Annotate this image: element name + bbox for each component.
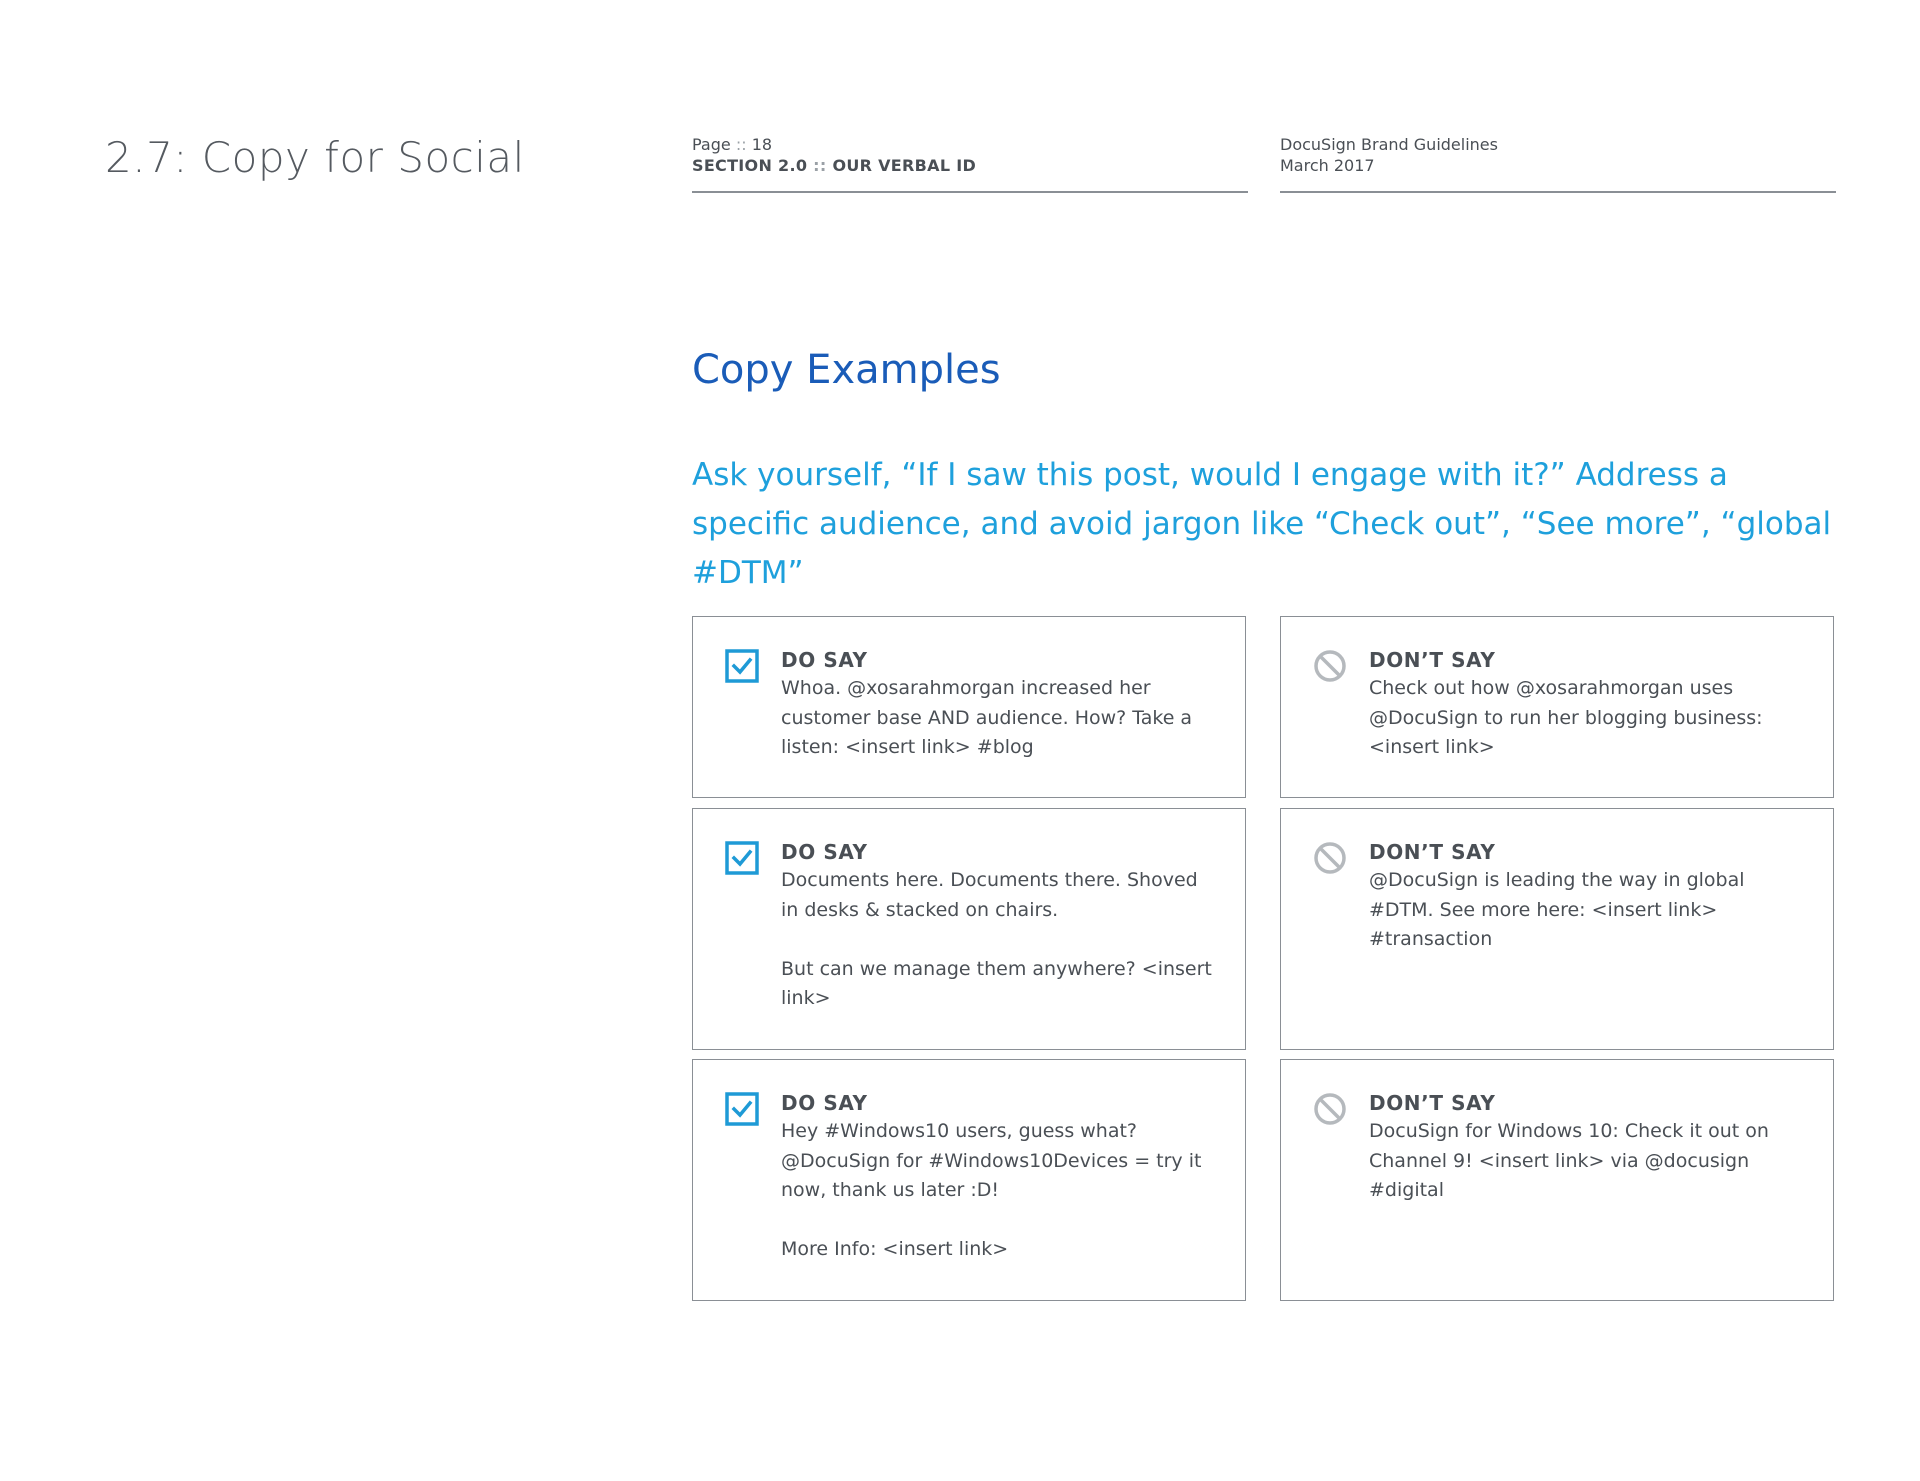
dont-say-card bbox=[1280, 808, 1834, 1050]
ban-icon bbox=[1313, 841, 1347, 875]
card-body: Hey #Windows10 users, guess what? @DocuSign for #Windows10Devices = try it now, thank us later :D! More Info: <insert link> bbox=[781, 1120, 1202, 1260]
card-label: DO SAY bbox=[781, 1091, 868, 1115]
page-number: 18 bbox=[751, 135, 773, 154]
dont-say-card bbox=[1280, 1059, 1834, 1301]
page-separator: :: bbox=[735, 135, 747, 154]
ban-icon bbox=[1313, 1092, 1347, 1126]
card-body: Check out how @xosarahmorgan uses @DocuSign to run her blogging business: <insert link> bbox=[1369, 677, 1763, 758]
card-label: DON’T SAY bbox=[1369, 1091, 1496, 1115]
do-say-card bbox=[692, 808, 1246, 1050]
checkbox-checked-icon bbox=[725, 841, 759, 875]
dont-say-card bbox=[1280, 616, 1834, 798]
section-separator: :: bbox=[813, 156, 827, 175]
section-label: SECTION 2.0 bbox=[692, 156, 808, 175]
header-page-section bbox=[692, 134, 1248, 193]
checkbox-checked-icon bbox=[725, 649, 759, 683]
card-label: DON’T SAY bbox=[1369, 840, 1496, 864]
document-date: March 2017 bbox=[1280, 156, 1375, 175]
page-number-line bbox=[692, 134, 1248, 155]
do-say-card bbox=[692, 616, 1246, 798]
page-title: 2.7: Copy for Social bbox=[105, 133, 525, 182]
intro-text: Ask yourself, “If I saw this post, would I engage with it?” Address a specific audience, and avoid jargon like “Check out”, “See more”, “global #DTM” bbox=[692, 457, 1832, 591]
do-say-card bbox=[692, 1059, 1246, 1301]
ban-icon bbox=[1313, 649, 1347, 683]
card-body: Documents here. Documents there. Shoved in desks & stacked on chairs. But can we manage them anywhere? <insert link> bbox=[781, 869, 1212, 1009]
card-body: Whoa. @xosarahmorgan increased her customer base AND audience. How? Take a listen: <insert link> #blog bbox=[781, 677, 1193, 758]
header-document-info bbox=[1280, 134, 1836, 193]
section-heading: Copy Examples bbox=[692, 347, 1001, 393]
card-label: DO SAY bbox=[781, 840, 868, 864]
section-name: OUR VERBAL ID bbox=[832, 156, 977, 175]
section-line bbox=[692, 155, 1248, 176]
document-title: DocuSign Brand Guidelines bbox=[1280, 135, 1498, 154]
card-body: DocuSign for Windows 10: Check it out on Channel 9! <insert link> via @docusign #digital bbox=[1369, 1120, 1769, 1201]
card-label: DON’T SAY bbox=[1369, 648, 1496, 672]
page-label: Page bbox=[692, 135, 731, 154]
card-label: DO SAY bbox=[781, 648, 868, 672]
checkbox-checked-icon bbox=[725, 1092, 759, 1126]
card-body: @DocuSign is leading the way in global #DTM. See more here: <insert link> #transaction bbox=[1369, 869, 1745, 950]
